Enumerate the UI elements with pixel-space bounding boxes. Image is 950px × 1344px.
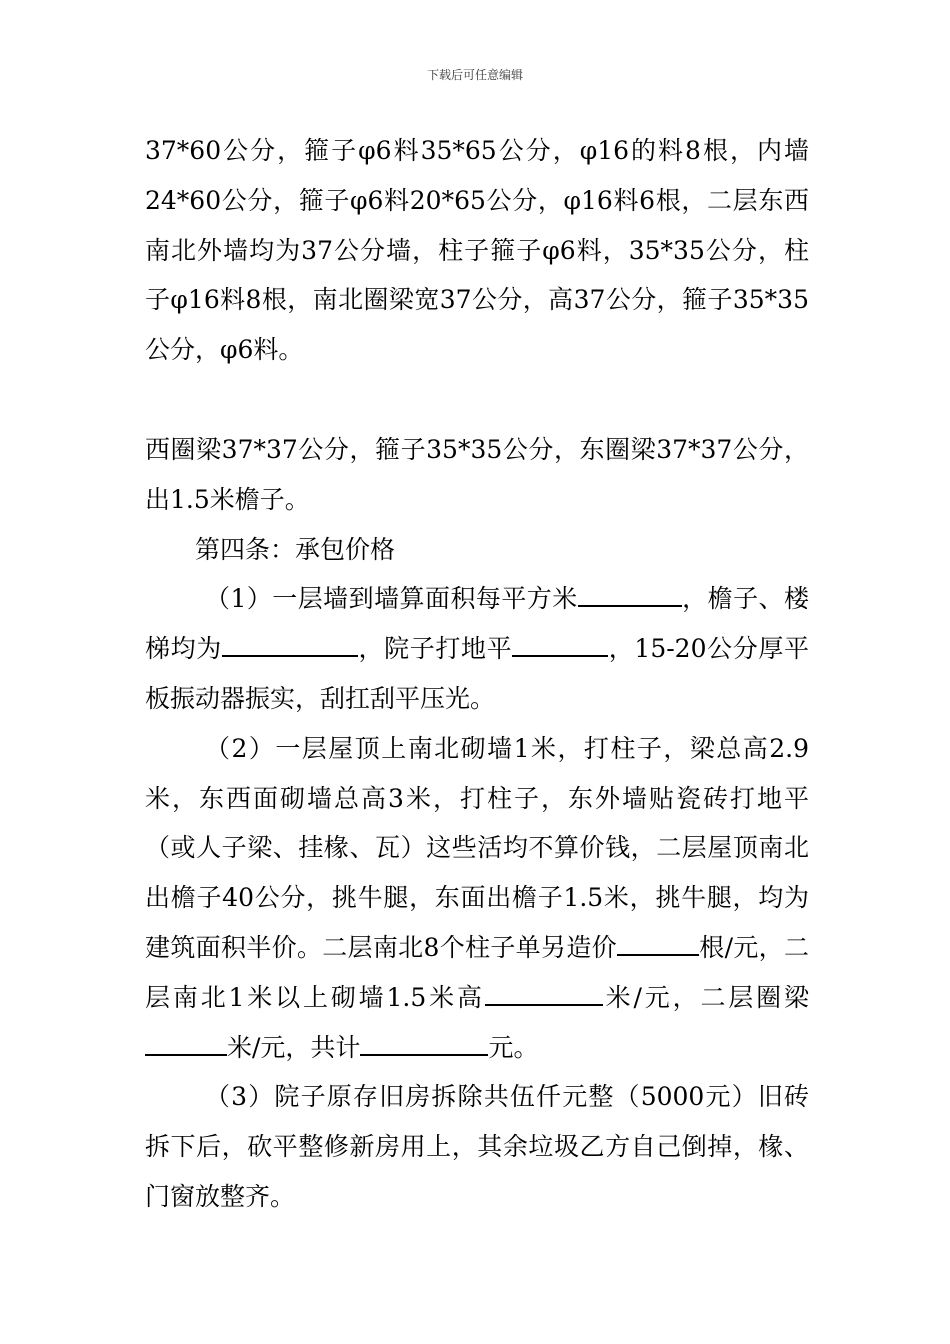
price-item-2-text-d: 米/元，共计 bbox=[227, 1032, 361, 1062]
price-item-1-text-c: ，院子打地平 bbox=[357, 634, 513, 664]
section-heading-price: 第四条：承包价格 bbox=[195, 534, 396, 564]
blank-line-wall-price bbox=[485, 978, 603, 1006]
price-item-1 bbox=[145, 574, 809, 723]
price-item-3: （3）院子原存旧房拆除共伍仟元整（5000元）旧砖拆下后，砍平整修新房用上，其余垃圾乙方自己倒掉，椽、门窗放整齐。 bbox=[145, 1082, 809, 1211]
blank-line-total-price bbox=[360, 1027, 488, 1055]
page-header: 下载后可任意编辑 bbox=[426, 68, 523, 82]
price-item-2-text-b: 根/元，二层南北1米以上砌墙1.5米高 bbox=[145, 932, 809, 1012]
price-item-2 bbox=[145, 724, 809, 1073]
document-body bbox=[145, 126, 809, 1222]
price-item-2-text-a: （2）一层屋顶上南北砌墙1米，打柱子，梁总高2.9米，东西面砌墙总高3米，打柱子，东外墙贴瓷砖打地平（或人子梁、挂椽、瓦）这些活均不算价钱，二层屋顶南北出檐子40公分，挑牛腿，东面出檐子1.5米，挑牛腿，均为建筑面积半价。二层南北8个柱子单另造价 bbox=[145, 733, 809, 962]
blank-line-price-per-sqm bbox=[578, 579, 682, 607]
blank-line-yard-floor bbox=[512, 629, 608, 657]
price-item-2-text-c: 米/元，二层圈梁 bbox=[602, 982, 809, 1012]
paragraph-gap bbox=[145, 375, 809, 425]
blank-line-ring-beam-price bbox=[145, 1027, 227, 1055]
blank-line-pillar-price bbox=[617, 928, 699, 956]
paragraph-ring-beam-spec: 西圈梁37*37公分，箍子35*35公分，东圈梁37*37公分，出1.5米檐子。 bbox=[145, 434, 809, 514]
price-item-1-text-d: ，15-20公分厚平板振动器振实，刮扛刮平压光。 bbox=[145, 634, 809, 713]
paragraph-reinforcement-spec: 37*60公分，箍子φ6料35*65公分，φ16的料8根，内墙24*60公分，箍子φ6料20*65公分，φ16料6根，二层东西南北外墙均为37公分墙，柱子箍子φ6料，35*35公分，柱子φ16料8根，南北圈梁宽37公分，高37公分，箍子35*35公分，φ6料。 bbox=[145, 136, 809, 365]
price-item-2-text-e: 元。 bbox=[488, 1032, 539, 1062]
price-item-1-text-b: ，檐子、楼梯均为 bbox=[145, 584, 809, 664]
blank-line-eaves-stairs bbox=[222, 629, 358, 657]
price-item-1-text-a: （1）一层墙到墙算面积每平方米 bbox=[205, 584, 578, 614]
